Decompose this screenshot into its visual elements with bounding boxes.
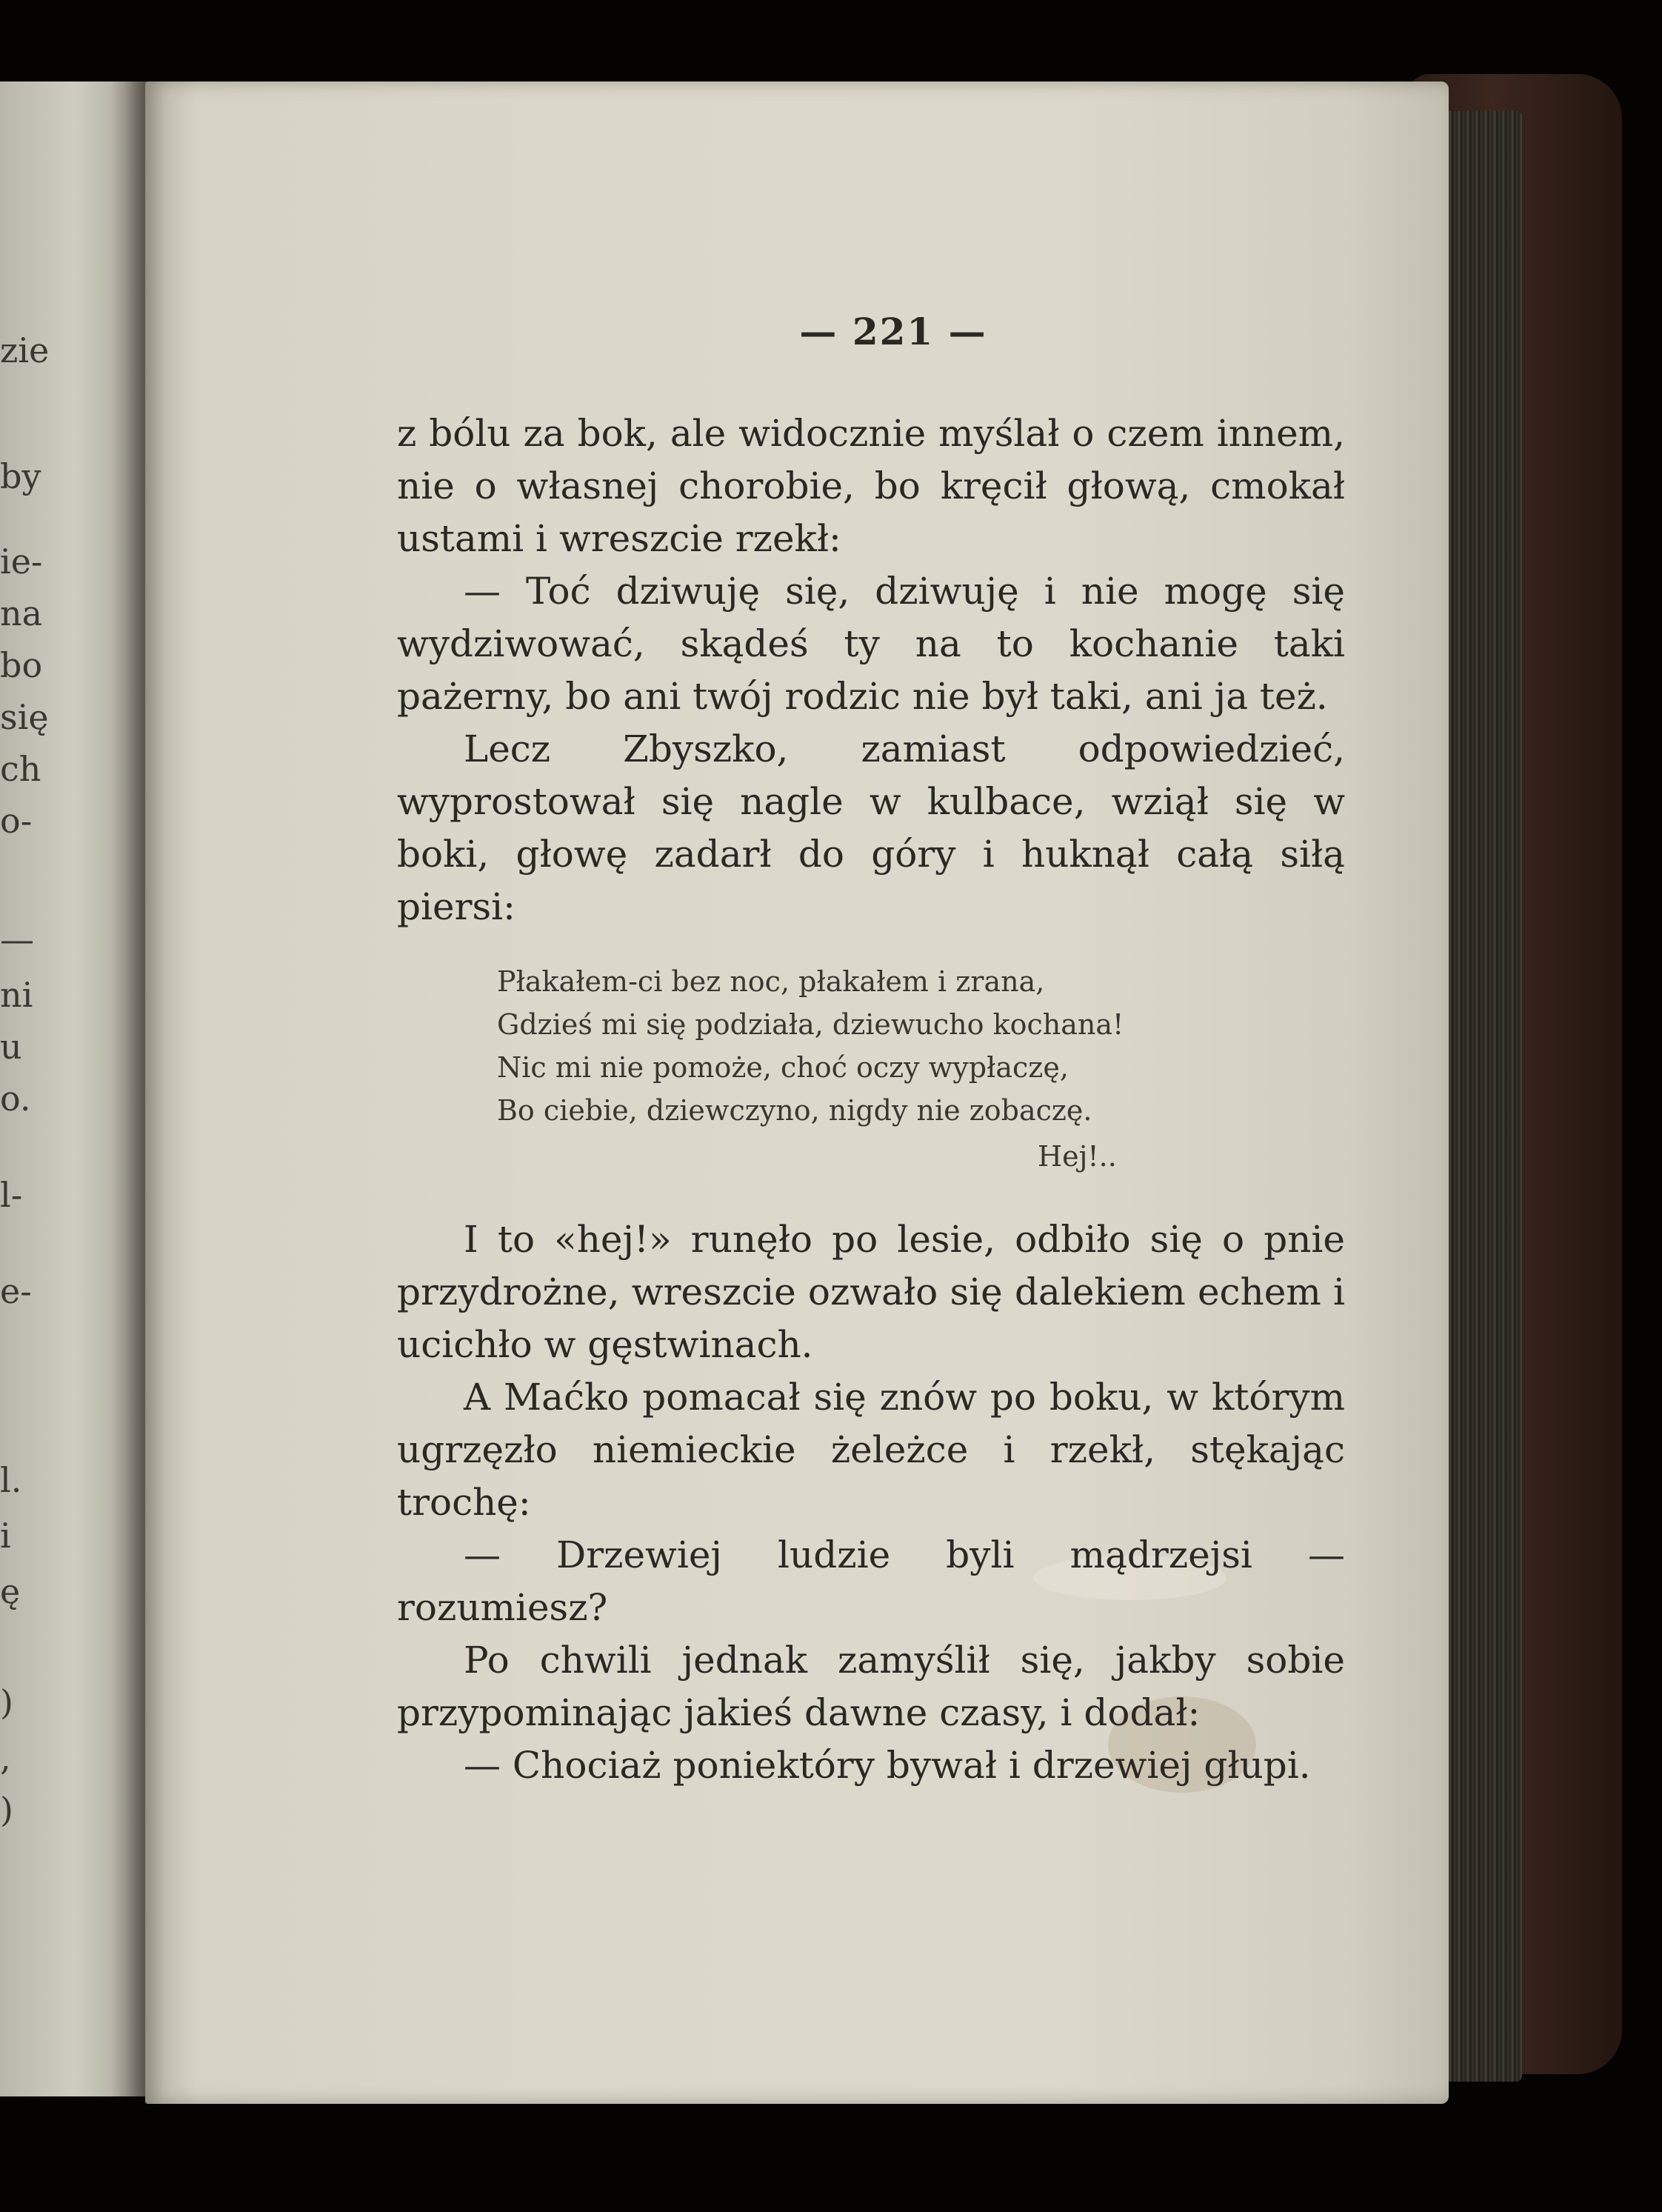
page-text [397,407,1345,1792]
left-page-fragment: na [0,593,43,633]
left-page-fragment: l. [0,1460,22,1500]
left-page-fragment: ) [0,1790,13,1830]
paragraph: — Chociaż poniektóry bywał i drzewiej głupi. [464,1744,1311,1787]
paragraph: A Maćko pomacał się znów po boku, w którym ugrzęzło niemieckie żeleżce i rzekł, stękając trochę: [397,1376,1345,1524]
paragraph: — Toć dziwuję się, dziwuję i nie mogę się wydziwować, skądeś ty na to kochanie taki pażerny, bo ani twój rodzic nie był taki, ani ja też. [397,570,1345,718]
left-page-fragment: u [0,1027,22,1067]
left-page-fragment: , [0,1738,11,1778]
left-page-fragment: ę [0,1571,21,1611]
paragraph: z bólu za bok, ale widocznie myślał o czem innem, nie o własnej chorobie, bo kręcił głową, cmokał ustami i wreszcie rzekł: [397,412,1345,560]
left-page-fragment: e- [0,1271,32,1311]
left-page-fragment: l- [0,1175,23,1215]
left-page-fragment: i [0,1516,11,1556]
left-page-fragment: by [0,456,41,496]
page-number: — 221 — [799,310,987,353]
left-page-fragment: — [0,919,34,959]
right-page [145,81,1449,2104]
verse-line: Gdzieś mi się podziała, dziewucho kochana! [497,1008,1124,1041]
paragraph: Lecz Zbyszko, zamiast odpowiedzieć, wyprostował się nagle w kulbace, wziął się w boki, głowę zadarł do góry i huknął całą siłą piersi: [397,727,1345,928]
left-page-fragment: ni [0,975,33,1015]
left-page-fragment: ie- [0,542,43,582]
verse-line: Płakałem-ci bez noc, płakałem i zrana, [497,965,1045,998]
song-verse [397,960,1345,1178]
left-page-fragment: ) [0,1682,13,1722]
left-page-fragment: się [0,697,49,737]
left-page-fragment: ch [0,749,41,789]
verse-refrain: Hej!.. [1038,1140,1117,1173]
left-page-fragment: bo [0,645,43,685]
paragraph: — Drzewiej ludzie byli mądrzejsi — rozumiesz? [397,1533,1345,1629]
verse-line: Bo ciebie, dziewczyno, nigdy nie zobaczę. [497,1094,1092,1127]
left-page-fragment: o. [0,1079,31,1119]
paragraph: Po chwili jednak zamyślił się, jakby sobie przypominając jakieś dawne czasy, i dodał: [397,1639,1345,1734]
paragraph: I to «hej!» runęło po lesie, odbiło się o pnie przydrożne, wreszcie ozwało się dalekiem echem i ucichło w gęstwinach. [397,1218,1345,1366]
verse-line: Nic mi nie pomoże, choć oczy wypłaczę, [497,1051,1069,1084]
left-page-fragment: o- [0,801,33,841]
left-page-fragment: zie [0,330,50,370]
